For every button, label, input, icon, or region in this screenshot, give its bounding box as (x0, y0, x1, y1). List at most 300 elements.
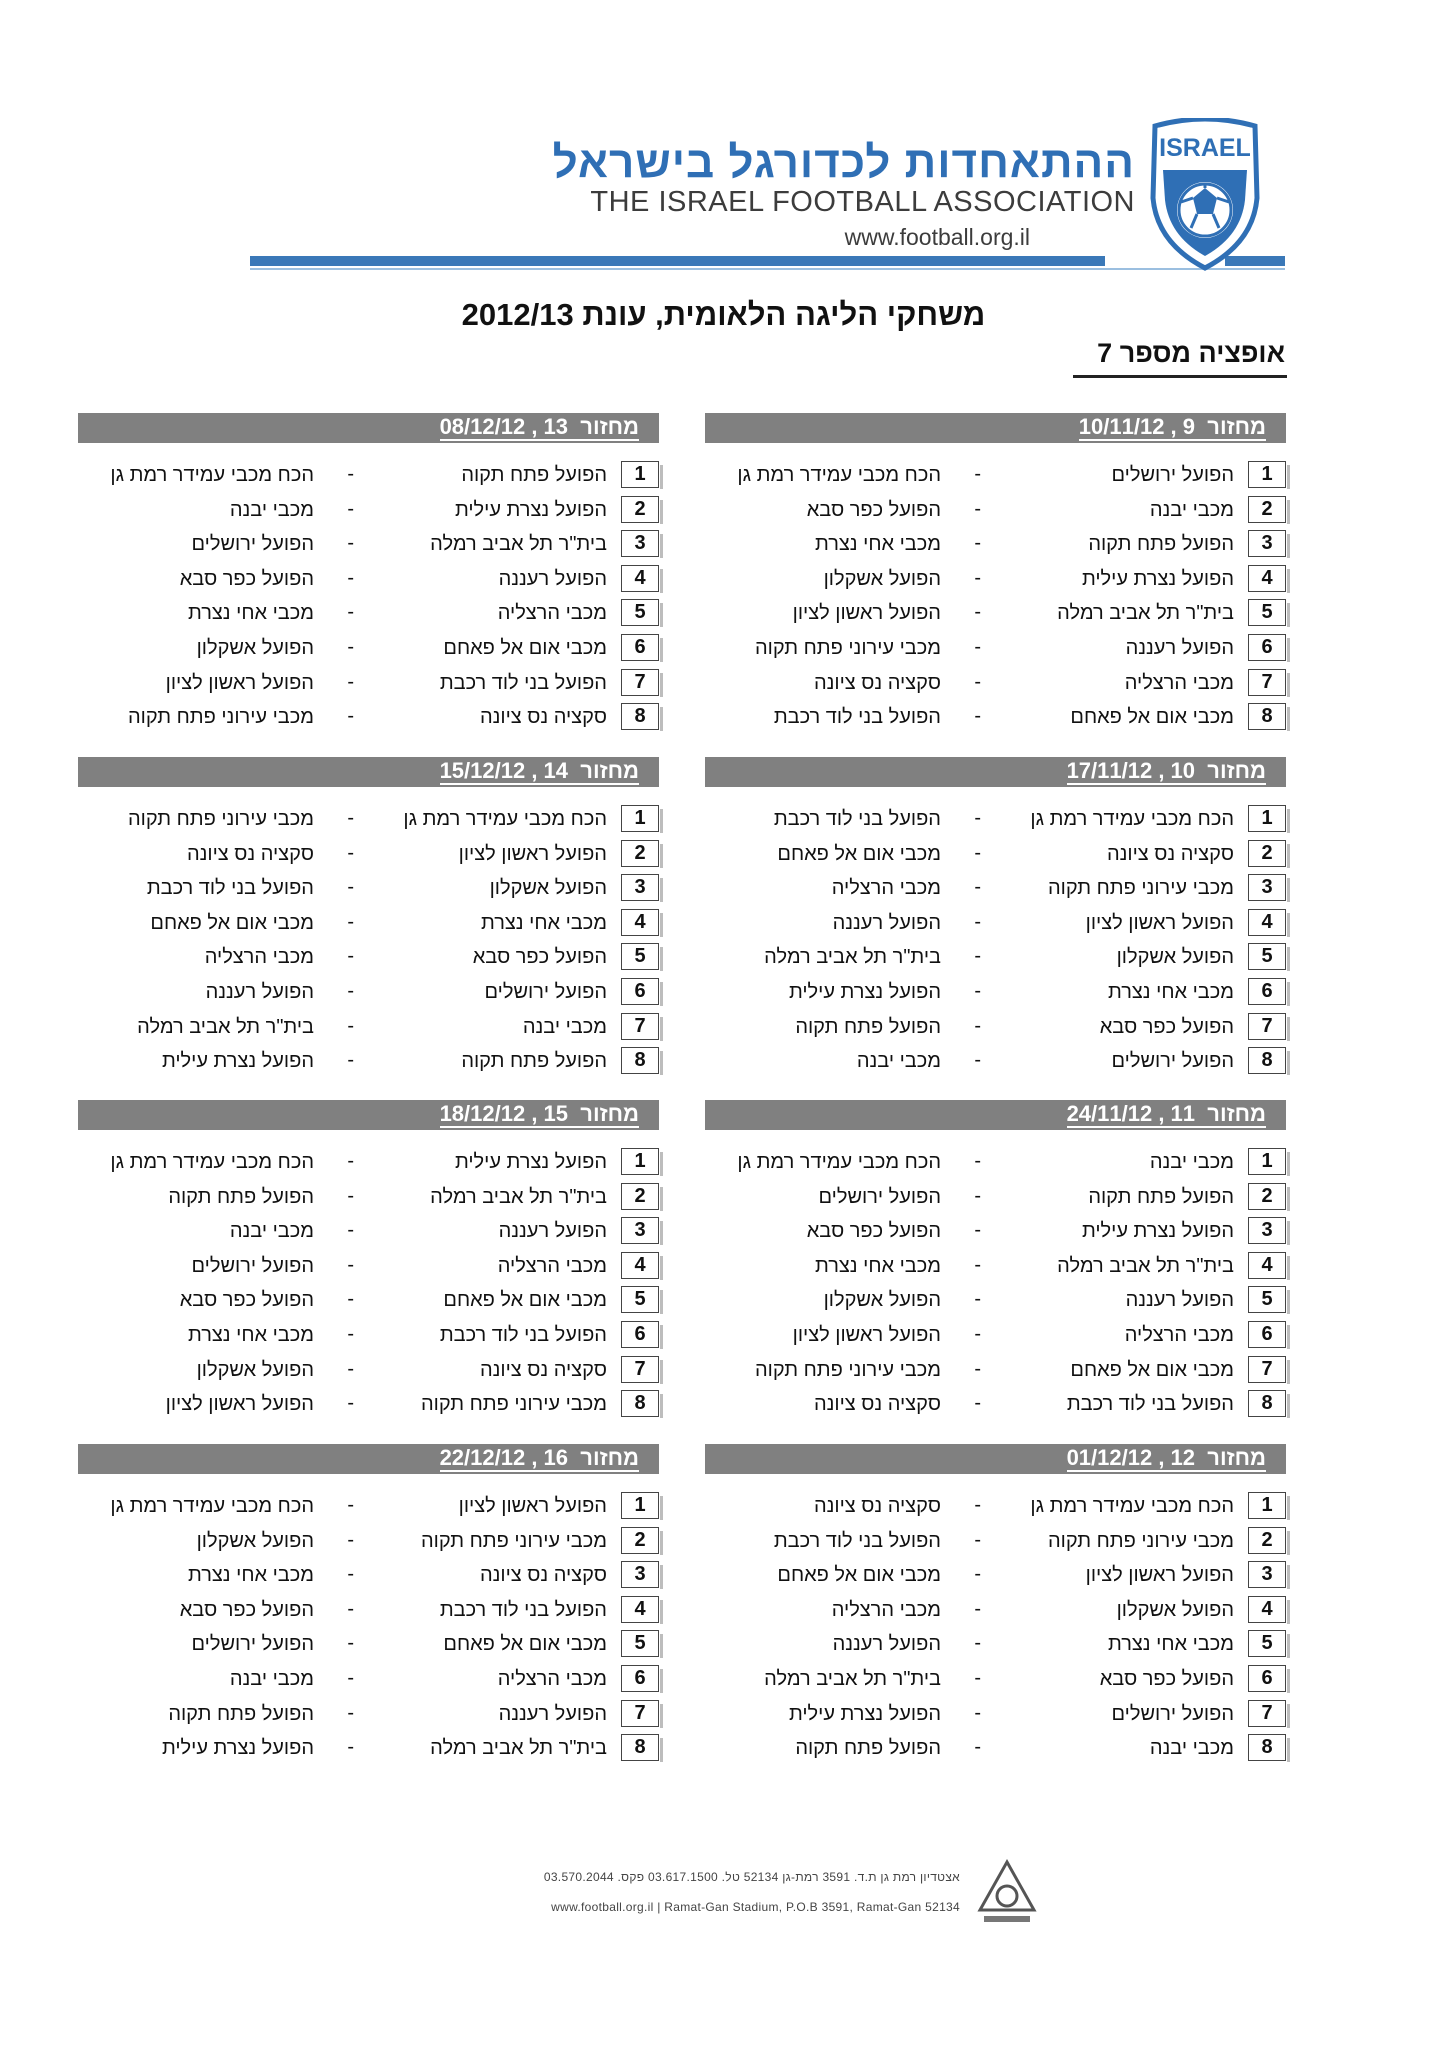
home-team: מכבי הרצליה (497, 1254, 607, 1277)
match-row (78, 940, 659, 975)
round-header: מחזור 10 , 17/11/12 (705, 757, 1286, 787)
away-team: הכח מכבי עמידר רמת גן (110, 1495, 314, 1517)
match-number: 1 (621, 461, 659, 488)
match-number: 2 (1248, 1527, 1286, 1554)
away-team: הפועל בני לוד רכבת (773, 706, 941, 729)
away-team: הכח מכבי עמידר רמת גן (737, 464, 941, 486)
match-row (78, 837, 659, 872)
away-team: מכבי אום אל פאחם (777, 1564, 941, 1587)
round-block (78, 1444, 659, 1779)
round-number: 10 (1170, 758, 1196, 783)
away-team: הפועל נצרת עילית (161, 1737, 314, 1760)
away-team: הפועל בני לוד רכבת (773, 808, 941, 830)
round-date: 08/12/12 (439, 414, 526, 439)
match-separator: - (347, 876, 354, 899)
home-team: מכבי אום אל פאחם (443, 1633, 607, 1656)
match-separator: - (974, 1563, 981, 1586)
match-separator: - (974, 945, 981, 968)
match-number: 6 (621, 1321, 659, 1348)
crest-label: ISRAEL (1159, 134, 1251, 162)
away-team: הפועל בני לוד רכבת (146, 877, 314, 900)
away-team: הפועל ראשון לציון (792, 1323, 941, 1346)
match-row (705, 802, 1286, 837)
match-separator: - (347, 463, 354, 485)
match-separator: - (974, 566, 981, 589)
home-team: בית"ר תל אביב רמלה (1057, 1254, 1234, 1277)
away-team: הפועל פתח תקוה (168, 1702, 314, 1725)
match-number: 6 (1248, 1321, 1286, 1348)
away-team: הפועל רעננה (832, 1633, 941, 1656)
match-number: 4 (621, 1596, 659, 1623)
home-team: מכבי הרצליה (497, 602, 607, 625)
away-team: מכבי יבנה (856, 1050, 941, 1073)
home-team: הפועל כפר סבא (1099, 1667, 1234, 1690)
home-team: הפועל בני לוד רכבת (1066, 1393, 1234, 1416)
away-team: הפועל כפר סבא (806, 498, 941, 521)
home-team: בית"ר תל אביב רמלה (430, 1737, 607, 1760)
home-team: מכבי יבנה (1149, 1737, 1234, 1760)
match-number: 2 (1248, 1183, 1286, 1210)
match-separator: - (974, 807, 981, 829)
match-row (705, 1662, 1286, 1697)
round-date: 22/12/12 (439, 1445, 526, 1470)
match-number: 2 (621, 496, 659, 523)
match-row (78, 1731, 659, 1766)
away-team: הפועל כפר סבא (179, 567, 314, 590)
match-number: 5 (1248, 943, 1286, 970)
match-row (78, 1697, 659, 1732)
home-team: מכבי יבנה (1149, 1151, 1234, 1173)
match-separator: - (974, 1049, 981, 1072)
match-list (705, 458, 1286, 735)
match-separator: - (347, 532, 354, 555)
away-team: הפועל אשקלון (196, 636, 314, 659)
match-row (705, 700, 1286, 735)
match-number: 4 (1248, 565, 1286, 592)
org-name-hebrew: ההתאחדות לכדורגל בישראל (552, 138, 1135, 187)
match-row (78, 562, 659, 597)
option-label: אופציה מספר 7 (1073, 338, 1287, 378)
footer-logo-icon (974, 1858, 1040, 1930)
home-team: הפועל ראשון לציון (458, 842, 607, 865)
match-number: 7 (1248, 1700, 1286, 1727)
round-date: 18/12/12 (439, 1101, 526, 1126)
home-team: הפועל פתח תקוה (461, 1050, 607, 1073)
match-row (78, 1387, 659, 1422)
away-team: הפועל ירושלים (191, 533, 314, 556)
match-row (78, 1214, 659, 1249)
match-row (78, 1489, 659, 1524)
match-number: 3 (1248, 1561, 1286, 1588)
away-team: הכח מכבי עמידר רמת גן (110, 1151, 314, 1173)
match-row (705, 1010, 1286, 1045)
match-number: 8 (1248, 1047, 1286, 1074)
home-team: מכבי אום אל פאחם (1070, 706, 1234, 729)
round-word: מחזור (1207, 1445, 1266, 1470)
match-row (705, 940, 1286, 975)
home-team: הכח מכבי עמידר רמת גן (1030, 808, 1234, 830)
match-row (78, 700, 659, 735)
match-row (705, 1558, 1286, 1593)
match-separator: - (974, 1736, 981, 1759)
footer-address-hebrew: אצטדיון רמת גן ת.ד. 3591 רמת-גן 52134 טל. 03.617.1500 פקס. 03.570.2044 (543, 1870, 960, 1884)
match-number: 4 (1248, 1596, 1286, 1623)
away-team: הפועל פתח תקוה (795, 1015, 941, 1038)
round-number: 11 (1170, 1101, 1196, 1126)
round-header: מחזור 12 , 01/12/12 (705, 1444, 1286, 1474)
away-team: מכבי עירוני פתח תקוה (127, 808, 314, 830)
away-team: מכבי אום אל פאחם (777, 842, 941, 865)
match-row (78, 1249, 659, 1284)
match-number: 6 (621, 978, 659, 1005)
match-row (78, 1318, 659, 1353)
away-team: בית"ר תל אביב רמלה (764, 1667, 941, 1690)
home-team: מכבי יבנה (1149, 498, 1234, 521)
match-separator: - (347, 1494, 354, 1516)
match-number: 3 (621, 1561, 659, 1588)
match-row (705, 666, 1286, 701)
match-number: 7 (1248, 669, 1286, 696)
home-team: הפועל פתח תקוה (1088, 1185, 1234, 1208)
home-team: מכבי הרצליה (497, 1667, 607, 1690)
match-number: 7 (1248, 1356, 1286, 1383)
round-date: 17/11/12 (1066, 758, 1153, 783)
home-team: מכבי עירוני פתח תקוה (420, 1393, 607, 1416)
home-team: מכבי הרצליה (1124, 1323, 1234, 1346)
match-separator: - (974, 1150, 981, 1172)
home-team: הפועל ירושלים (1111, 464, 1234, 486)
match-separator: - (347, 979, 354, 1002)
match-row (705, 1593, 1286, 1628)
away-team: הפועל ראשון לציון (165, 671, 314, 694)
round-date: 15/12/12 (439, 758, 526, 783)
away-team: הפועל פתח תקוה (168, 1185, 314, 1208)
home-team: הכח מכבי עמידר רמת גן (403, 808, 607, 830)
home-team: הפועל רעננה (498, 1702, 607, 1725)
match-row (78, 1180, 659, 1215)
match-row (78, 1145, 659, 1180)
home-team: מכבי יבנה (522, 1015, 607, 1038)
match-row (705, 527, 1286, 562)
match-separator: - (974, 1528, 981, 1551)
match-number: 8 (621, 1047, 659, 1074)
match-row (78, 871, 659, 906)
match-separator: - (347, 670, 354, 693)
footer-address-english: www.football.org.il | Ramat-Gan Stadium, P.O.B 3591, Ramat-Gan 52134 (551, 1900, 960, 1914)
home-team: מכבי עירוני פתח תקוה (1047, 877, 1234, 900)
match-separator: - (347, 1597, 354, 1620)
round-date: 24/11/12 (1066, 1101, 1153, 1126)
match-list (78, 1489, 659, 1766)
round-word: מחזור (580, 414, 639, 439)
home-team: מכבי אחי נצרת (480, 911, 607, 934)
away-team: הפועל ירושלים (191, 1633, 314, 1656)
home-team: הפועל רעננה (498, 1220, 607, 1243)
match-number: 1 (621, 1148, 659, 1175)
match-number: 8 (1248, 1734, 1286, 1761)
away-team: מכבי עירוני פתח תקוה (754, 1358, 941, 1381)
match-separator: - (347, 1736, 354, 1759)
match-separator: - (974, 635, 981, 658)
away-team: מכבי הרצליה (831, 877, 941, 900)
away-team: מכבי הרצליה (831, 1598, 941, 1621)
match-number: 3 (621, 874, 659, 901)
match-number: 6 (1248, 978, 1286, 1005)
round-date: 10/11/12 (1078, 414, 1165, 439)
match-row (78, 458, 659, 493)
match-number: 7 (621, 1013, 659, 1040)
match-row (705, 1318, 1286, 1353)
home-team: הפועל אשקלון (489, 877, 607, 900)
match-number: 1 (1248, 1492, 1286, 1519)
match-number: 3 (1248, 874, 1286, 901)
match-number: 1 (1248, 805, 1286, 832)
round-block (78, 757, 659, 1092)
away-team: מכבי אחי נצרת (814, 533, 941, 556)
match-separator: - (974, 1253, 981, 1276)
home-team: סקציה נס ציונה (479, 706, 607, 729)
home-team: בית"ר תל אביב רמלה (430, 1185, 607, 1208)
away-team: הפועל נצרת עילית (788, 1702, 941, 1725)
match-row (78, 1627, 659, 1662)
round-number: 13 (543, 414, 569, 439)
match-number: 6 (1248, 1665, 1286, 1692)
away-team: בית"ר תל אביב רמלה (137, 1015, 314, 1038)
match-separator: - (347, 841, 354, 864)
match-number: 8 (1248, 1390, 1286, 1417)
home-team: הפועל פתח תקוה (1088, 533, 1234, 556)
away-team: הפועל ראשון לציון (165, 1393, 314, 1416)
match-separator: - (347, 1322, 354, 1345)
match-row (78, 1558, 659, 1593)
home-team: מכבי אחי נצרת (1107, 980, 1234, 1003)
home-team: מכבי אום אל פאחם (443, 1289, 607, 1312)
org-name-english: THE ISRAEL FOOTBALL ASSOCIATION (590, 186, 1135, 218)
away-team: מכבי אחי נצרת (187, 1564, 314, 1587)
match-separator: - (974, 1632, 981, 1655)
match-number: 4 (1248, 1252, 1286, 1279)
match-number: 7 (621, 1700, 659, 1727)
home-team: מכבי עירוני פתח תקוה (1047, 1529, 1234, 1552)
match-separator: - (347, 1014, 354, 1037)
home-team: בית"ר תל אביב רמלה (1057, 602, 1234, 625)
org-website[interactable]: www.football.org.il (844, 224, 1030, 250)
home-team: הפועל כפר סבא (472, 946, 607, 969)
header-rule (250, 256, 1285, 266)
match-separator: - (347, 1632, 354, 1655)
match-separator: - (974, 876, 981, 899)
home-team: מכבי אחי נצרת (1107, 1633, 1234, 1656)
match-separator: - (974, 1666, 981, 1689)
match-row (78, 1010, 659, 1045)
match-number: 7 (621, 1356, 659, 1383)
round-header: מחזור 13 , 08/12/12 (78, 413, 659, 443)
match-row (705, 1489, 1286, 1524)
page-title: משחקי הליגה הלאומית, עונת 2012/13 (461, 297, 986, 332)
round-block (78, 413, 659, 748)
match-list (705, 1145, 1286, 1422)
match-row (705, 596, 1286, 631)
away-team: הפועל ירושלים (191, 1254, 314, 1277)
match-row (78, 493, 659, 528)
match-separator: - (347, 1563, 354, 1586)
match-number: 3 (621, 530, 659, 557)
home-team: הפועל ירושלים (1111, 1702, 1234, 1725)
match-number: 6 (621, 634, 659, 661)
home-team: הפועל בני לוד רכבת (439, 671, 607, 694)
match-row (705, 1180, 1286, 1215)
match-number: 4 (621, 1252, 659, 1279)
match-list (705, 1489, 1286, 1766)
home-team: הפועל נצרת עילית (454, 498, 607, 521)
match-row (705, 458, 1286, 493)
round-block (705, 1444, 1286, 1779)
match-separator: - (347, 1219, 354, 1242)
match-row (705, 1283, 1286, 1318)
round-header: מחזור 11 , 24/11/12 (705, 1100, 1286, 1130)
match-number: 4 (1248, 909, 1286, 936)
match-number: 8 (621, 703, 659, 730)
match-row (705, 1387, 1286, 1422)
match-row (705, 493, 1286, 528)
match-number: 5 (621, 1286, 659, 1313)
match-separator: - (347, 1701, 354, 1724)
match-separator: - (974, 1014, 981, 1037)
match-separator: - (974, 1288, 981, 1311)
match-row (78, 1283, 659, 1318)
match-separator: - (347, 1666, 354, 1689)
home-team: הפועל בני לוד רכבת (439, 1323, 607, 1346)
match-row (78, 1662, 659, 1697)
match-number: 8 (621, 1734, 659, 1761)
home-team: הפועל ירושלים (1111, 1050, 1234, 1073)
away-team: מכבי הרצליה (204, 946, 314, 969)
home-team: מכבי הרצליה (1124, 671, 1234, 694)
match-row (705, 1145, 1286, 1180)
match-separator: - (974, 1494, 981, 1516)
match-separator: - (347, 497, 354, 520)
round-header: מחזור 15 , 18/12/12 (78, 1100, 659, 1130)
match-number: 5 (1248, 1630, 1286, 1657)
match-row (78, 666, 659, 701)
round-word: מחזור (580, 758, 639, 783)
match-row (705, 906, 1286, 941)
match-row (78, 1593, 659, 1628)
match-separator: - (974, 910, 981, 933)
match-number: 2 (1248, 840, 1286, 867)
round-block (705, 1100, 1286, 1435)
home-team: הפועל ראשון לציון (1085, 1564, 1234, 1587)
match-separator: - (347, 705, 354, 728)
match-separator: - (347, 1392, 354, 1415)
match-number: 8 (621, 1390, 659, 1417)
round-word: מחזור (1207, 1101, 1266, 1126)
home-team: הפועל פתח תקוה (461, 464, 607, 486)
match-separator: - (974, 1219, 981, 1242)
round-word: מחזור (1207, 414, 1266, 439)
home-team: הפועל רעננה (498, 567, 607, 590)
match-row (78, 596, 659, 631)
home-team: הפועל בני לוד רכבת (439, 1598, 607, 1621)
match-separator: - (347, 635, 354, 658)
away-team: הפועל ראשון לציון (792, 602, 941, 625)
home-team: מכבי אום אל פאחם (443, 636, 607, 659)
round-number: 12 (1170, 1445, 1196, 1470)
home-team: הפועל ראשון לציון (1085, 911, 1234, 934)
home-team: הפועל רעננה (1125, 1289, 1234, 1312)
match-number: 4 (621, 909, 659, 936)
match-number: 3 (1248, 1217, 1286, 1244)
match-number: 5 (1248, 1286, 1286, 1313)
match-row (705, 837, 1286, 872)
match-row (705, 1627, 1286, 1662)
round-block (705, 413, 1286, 748)
away-team: מכבי יבנה (229, 1667, 314, 1690)
match-row (705, 1731, 1286, 1766)
home-team: הפועל ירושלים (484, 980, 607, 1003)
round-word: מחזור (1207, 758, 1266, 783)
home-team: הפועל כפר סבא (1099, 1015, 1234, 1038)
home-team: הכח מכבי עמידר רמת גן (1030, 1495, 1234, 1517)
away-team: מכבי אחי נצרת (187, 1323, 314, 1346)
away-team: הפועל כפר סבא (179, 1598, 314, 1621)
round-number: 14 (543, 758, 569, 783)
match-number: 2 (621, 1183, 659, 1210)
match-row (705, 1214, 1286, 1249)
away-team: סקציה נס ציונה (813, 1495, 941, 1517)
match-number: 5 (621, 599, 659, 626)
match-number: 6 (621, 1665, 659, 1692)
match-separator: - (974, 601, 981, 624)
away-team: מכבי יבנה (229, 1220, 314, 1243)
match-separator: - (974, 841, 981, 864)
away-team: סקציה נס ציונה (813, 1393, 941, 1416)
match-row (705, 871, 1286, 906)
match-number: 8 (1248, 703, 1286, 730)
match-separator: - (974, 497, 981, 520)
away-team: הפועל ירושלים (818, 1185, 941, 1208)
match-separator: - (974, 1357, 981, 1380)
match-separator: - (974, 532, 981, 555)
match-number: 1 (1248, 1148, 1286, 1175)
match-row (705, 1697, 1286, 1732)
round-number: 9 (1182, 414, 1196, 439)
match-number: 2 (621, 840, 659, 867)
away-team: סקציה נס ציונה (186, 842, 314, 865)
away-team: הכח מכבי עמידר רמת גן (737, 1151, 941, 1173)
match-separator: - (347, 566, 354, 589)
match-separator: - (347, 1288, 354, 1311)
away-team: הפועל בני לוד רכבת (773, 1529, 941, 1552)
match-row (705, 562, 1286, 597)
match-number: 2 (621, 1527, 659, 1554)
away-team: הפועל רעננה (832, 911, 941, 934)
round-number: 15 (543, 1101, 569, 1126)
footer (480, 1858, 1040, 1938)
match-separator: - (347, 807, 354, 829)
match-row (705, 1524, 1286, 1559)
home-team: הפועל אשקלון (1116, 946, 1234, 969)
away-team: הפועל כפר סבא (179, 1289, 314, 1312)
home-team: הפועל אשקלון (1116, 1598, 1234, 1621)
match-row (705, 1249, 1286, 1284)
away-team: בית"ר תל אביב רמלה (764, 946, 941, 969)
home-team: סקציה נס ציונה (479, 1564, 607, 1587)
away-team: הפועל כפר סבא (806, 1220, 941, 1243)
match-separator: - (347, 1184, 354, 1207)
home-team: בית"ר תל אביב רמלה (430, 533, 607, 556)
match-number: 5 (1248, 599, 1286, 626)
